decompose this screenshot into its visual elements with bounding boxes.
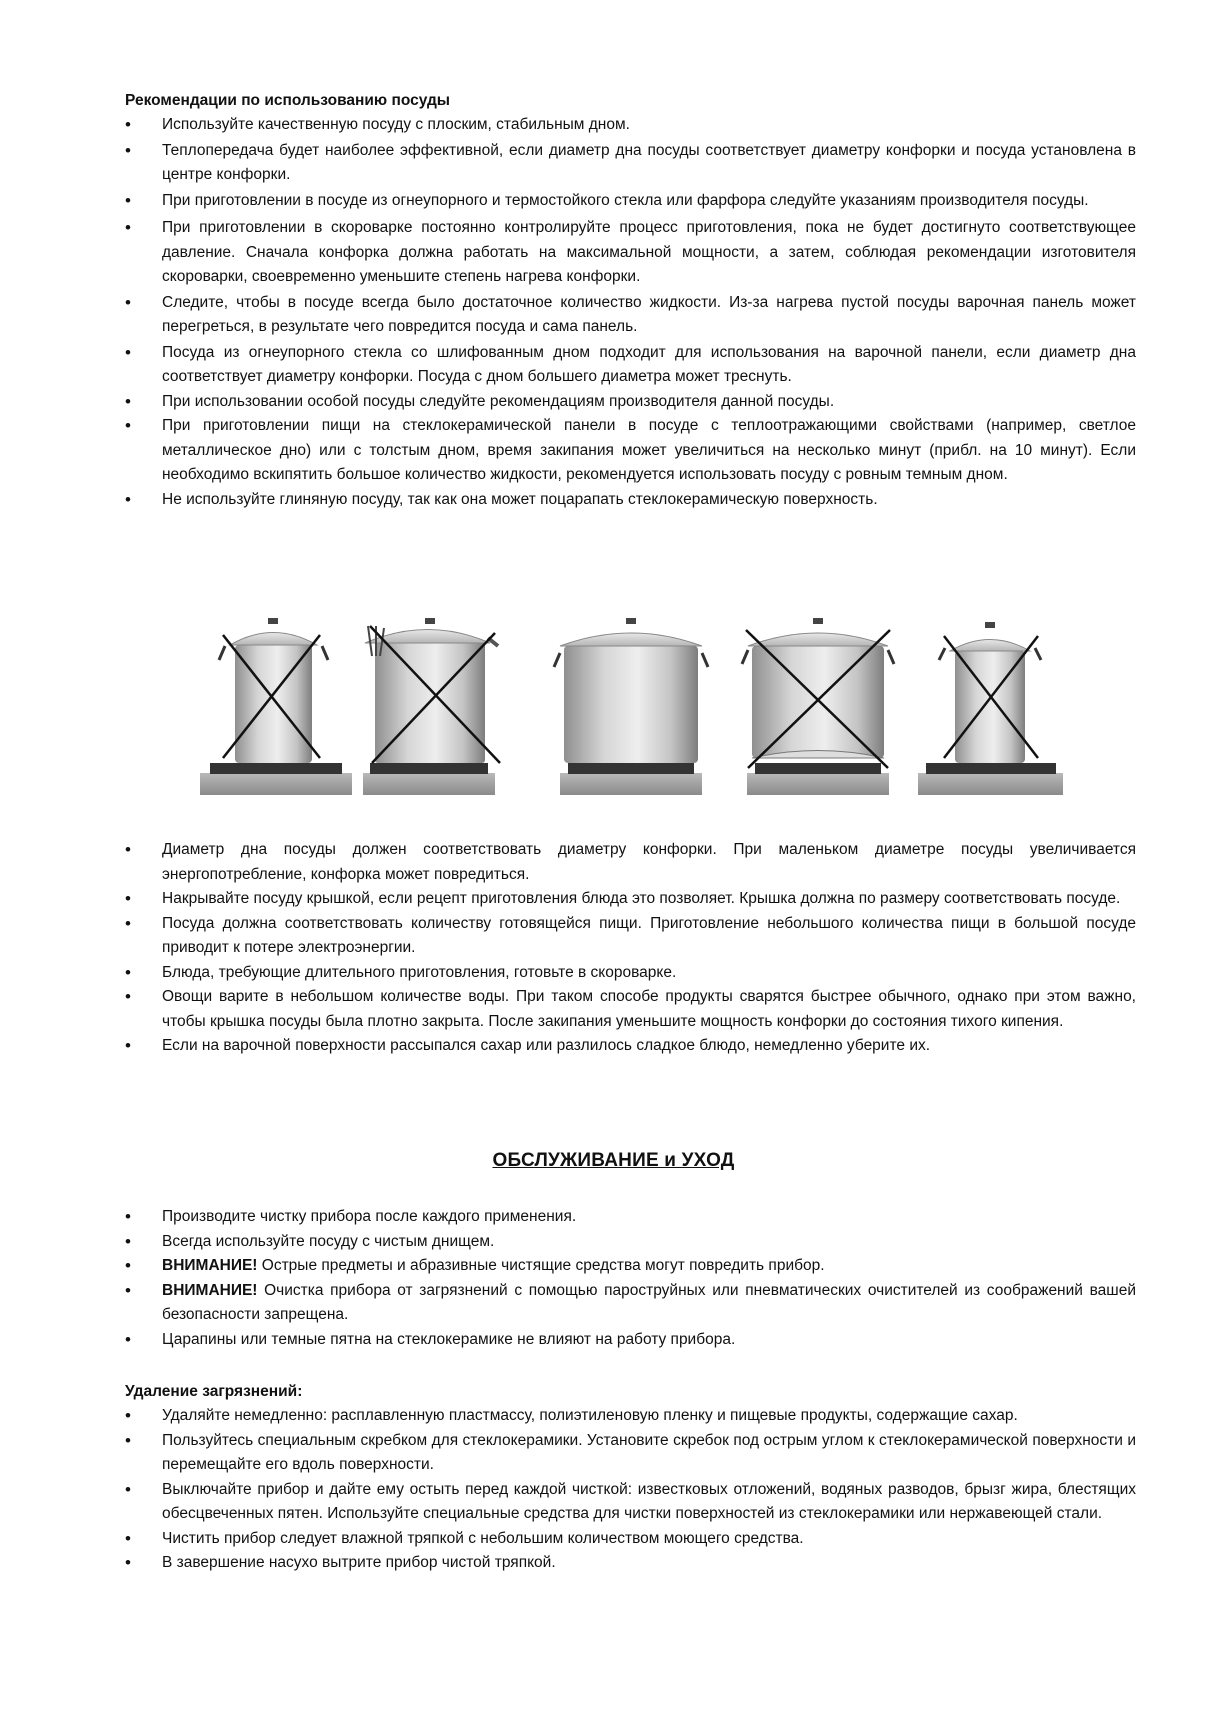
list-item: • Овощи варите в небольшом количестве воды. При таком способе продукты сварятся быстрее обычного, однако при этом важно, чтобы крышка посуды была плотно закрыта. После закипания уменьшите мощность конфорки до состояния тихого кипения.	[125, 985, 1136, 1034]
list-item: • Блюда, требующие длительного приготовления, готовьте в скороварке.	[125, 961, 1136, 986]
list-item: • В завершение насухо вытрите прибор чистой тряпкой.	[125, 1551, 1136, 1576]
list-item: • Диаметр дна посуды должен соответствовать диаметру конфорки. При маленьком диаметре посуды увеличивается энергопотребление, конфорка может повредиться.	[125, 838, 1136, 887]
energy-tips	[125, 838, 1136, 1059]
cleaning-section	[125, 1380, 1136, 1576]
list-item	[125, 1279, 1136, 1328]
cookware-illustration	[200, 618, 1080, 798]
list-item: • Посуда должна соответствовать количеству готовящейся пищи. Приготовление небольшого количества пищи в большой посуде приводит к потере электроэнергии.	[125, 912, 1136, 961]
energy-tips-list	[125, 838, 1136, 1059]
maintenance-section	[125, 1205, 1136, 1352]
list-item: • Удаляйте немедленно: расплавленную пластмассу, полиэтиленовую пленку и пищевые продукты, содержащие сахар.	[125, 1404, 1136, 1429]
list-item: • Используйте качественную посуду с плоским, стабильным дном.	[125, 113, 1136, 138]
pot-warped-bottom	[742, 618, 894, 795]
maintenance-list	[125, 1205, 1136, 1352]
list-item: • Чистить прибор следует влажной тряпкой с небольшим количеством моющего средства.	[125, 1527, 1136, 1552]
pot-deformed	[363, 618, 500, 795]
list-item: • Выключайте прибор и дайте ему остыть перед каждой чисткой: известковых отложений, водяных разводов, брызг жира, блестящих обесцвеченных пятен. Используйте специальные средства для чистки поверхностей из стеклокерамики или нержавеющей стали.	[125, 1478, 1136, 1527]
pot-too-small	[200, 618, 352, 795]
pot-too-small-right	[918, 622, 1063, 795]
list-item: • Всегда используйте посуду с чистым днищем.	[125, 1230, 1136, 1255]
list-item: • При приготовлении пищи на стеклокерамической панели в посуде с теплоотражающими свойствами (например, светлое металлическое дно) или с толстым дном, время закипания может увеличиться на несколько минут (прибл. на 10 минут). Если необходимо вскипятить большое количество жидкости, рекомендуется использовать посуду с ровным темным дном.	[125, 414, 1136, 488]
list-item: • При приготовлении в посуде из огнеупорного и термостойкого стекла или фарфора следуйте указаниям производителя посуды.	[125, 189, 1136, 214]
list-item: • Производите чистку прибора после каждого применения.	[125, 1205, 1136, 1230]
maintenance-title: ОБСЛУЖИВАНИЕ и УХОД	[492, 1150, 735, 1171]
list-item: • Теплопередача будет наиболее эффективной, если диаметр дна посуды соответствует диаметру конфорки и посуда установлена в центре конфорки.	[125, 139, 1136, 188]
section-heading: Рекомендации по использованию посуды	[125, 92, 451, 109]
list-item: • При использовании особой посуды следуйте рекомендациям производителя данной посуды.	[125, 390, 1136, 415]
list-item: • Царапины или темные пятна на стеклокерамике не влияют на работу прибора.	[125, 1328, 1136, 1353]
list-item: • Следите, чтобы в посуде всегда было достаточное количество жидкости. Из-за нагрева пустой посуды варочная панель может перегреться, в результате чего повредится посуда и сама панель.	[125, 291, 1136, 340]
list-item: • Пользуйтесь специальным скребком для стеклокерамики. Установите скребок под острым углом к стеклокерамической поверхности и перемещайте его вдоль поверхности.	[125, 1429, 1136, 1478]
list-item: • Посуда из огнеупорного стекла со шлифованным дном подходит для использования на варочной панели, если диаметр дна соответствует диаметру конфорки. Посуда с дном большего диаметра может треснуть.	[125, 341, 1136, 390]
list-item	[125, 1254, 1136, 1279]
list-item: • Накрывайте посуду крышкой, если рецепт приготовления блюда это позволяет. Крышка должна по размеру соответствовать посуде.	[125, 887, 1136, 912]
warning-label: ВНИМАНИЕ!	[162, 1257, 258, 1274]
warning-text: Острые предметы и абразивные чистящие средства могут повредить прибор.	[257, 1257, 825, 1274]
section-heading: Удаление загрязнений:	[125, 1383, 303, 1400]
list-item: • При приготовлении в скороварке постоянно контролируйте процесс приготовления, пока не будет достигнуто соответствующее давление. Сначала конфорка должна работать на максимальной мощности, а затем, соблюдая рекомендации изготовителя скороварки, своевременно уменьшите степень нагрева конфорки.	[125, 216, 1136, 290]
cookware-recommendations	[125, 89, 1136, 512]
list-item: • Если на варочной поверхности рассыпался сахар или разлилось сладкое блюдо, немедленно уберите их.	[125, 1034, 1136, 1059]
pot-correct	[554, 618, 708, 795]
cleaning-list	[125, 1404, 1136, 1576]
warning-label: ВНИМАНИЕ!	[162, 1281, 258, 1299]
warning-text: Очистка прибора от загрязнений с помощью пароструйных или пневматических очистителей из соображений вашей безопасности запрещена.	[162, 1281, 1136, 1323]
list-item: • Не используйте глиняную посуду, так как она может поцарапать стеклокерамическую поверхность.	[125, 488, 1136, 513]
recommendations-list	[125, 113, 1136, 512]
